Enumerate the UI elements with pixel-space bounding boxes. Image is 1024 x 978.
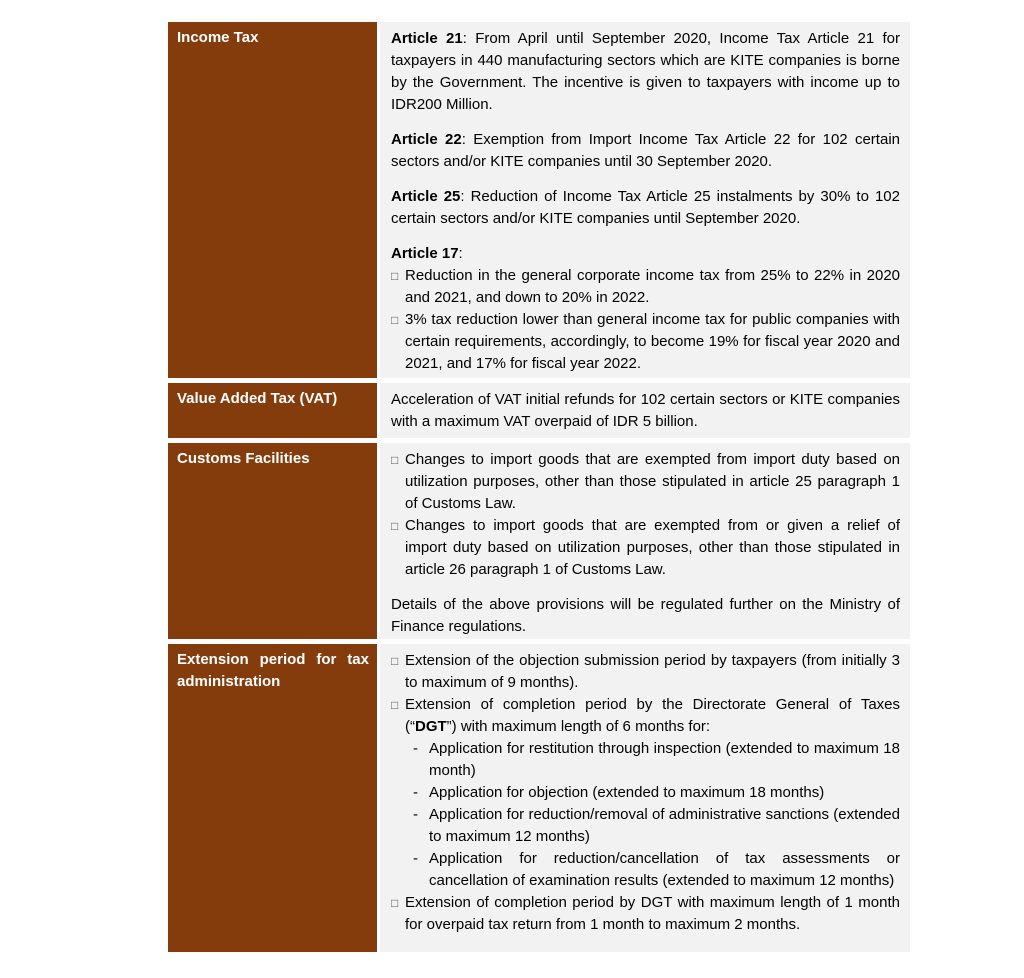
dash-bullet: - [413, 784, 418, 801]
article-22-text: : Exemption from Import Income Tax Article 22 for 102 certain sectors and/or KITE companies until 30 September 2020. [391, 131, 900, 170]
article-25-title: Article 25 [391, 188, 461, 205]
list-item [391, 892, 900, 936]
bullet-text: Extension of the objection submission period by taxpayers (from initially 3 to maximum of 9 months). [405, 652, 900, 691]
bullet-text: Changes to import goods that are exempted from or given a relief of import duty based on utilization purposes, other than those stipulated in article 26 paragraph 1 of Customs Law. [405, 517, 900, 578]
sub-item-text: Application for reduction/cancellation of tax assessments or cancellation of examination results (extended to maximum 12 months) [429, 850, 900, 889]
dash-bullet: - [413, 806, 418, 823]
table-row-customs [168, 443, 910, 639]
checkbox-bullet-icon [391, 515, 405, 581]
list-item [391, 265, 900, 309]
sub-item-text: Application for restitution through inspection (extended to maximum 18 month) [429, 740, 900, 779]
bullet-text: Extension of completion period by DGT with maximum length of 1 month for overpaid tax return from 1 month to maximum 2 months. [405, 894, 900, 933]
row-label-vat: Value Added Tax (VAT) [168, 383, 377, 438]
table-row-vat [168, 383, 910, 438]
article-25-paragraph [391, 186, 900, 230]
incentives-table [168, 22, 910, 952]
article-21-text: : From April until September 2020, Income Tax Article 21 for taxpayers in 440 manufacturing sectors which are KITE companies is borne by the Government. The incentive is given to taxpayers with income up to IDR200 Million. [391, 30, 900, 113]
list-item [391, 650, 900, 694]
dgt-text-pre: Extension of completion period by the Directorate General of Taxes (“ [405, 696, 900, 735]
article-17-colon: : [458, 245, 463, 262]
checkbox-bullet-icon [391, 694, 405, 738]
article-25-text: : Reduction of Income Tax Article 25 instalments by 30% to 102 certain sectors and/or KITE companies until September 2020. [391, 188, 900, 227]
sub-list-item [391, 738, 900, 782]
list-item [391, 309, 900, 375]
checkbox-bullet-icon [391, 449, 405, 515]
row-content-extension [380, 644, 910, 952]
article-17-block [391, 243, 900, 375]
dgt-text-post: ”) with maximum length of 6 months for: [446, 718, 711, 735]
sub-item-text: Application for objection (extended to maximum 18 months) [429, 784, 825, 801]
sub-list-item [391, 782, 900, 804]
customs-note: Details of the above provisions will be regulated further on the Ministry of Finance regulations. [391, 596, 900, 635]
checkbox-bullet-icon [391, 650, 405, 694]
list-item [391, 515, 900, 581]
checkbox-bullet-icon [391, 892, 405, 936]
bullet-text: Changes to import goods that are exempted from import duty based on utilization purposes, other than those stipulated in article 25 paragraph 1 of Customs Law. [405, 451, 900, 512]
row-label-income-tax: Income Tax [168, 22, 377, 378]
list-item [391, 694, 900, 738]
bullet-text: Reduction in the general corporate income tax from 25% to 22% in 2020 and 2021, and down to 20% in 2022. [405, 267, 900, 306]
list-item [391, 449, 900, 515]
checkbox-bullet-icon [391, 265, 405, 309]
sub-list-item [391, 848, 900, 892]
article-17-heading [391, 243, 900, 265]
row-label-customs: Customs Facilities [168, 443, 377, 639]
table-row-income-tax [168, 22, 910, 378]
dash-bullet: - [413, 850, 418, 867]
sub-item-text: Application for reduction/removal of administrative sanctions (extended to maximum 12 months) [429, 806, 900, 845]
dash-bullet: - [413, 740, 418, 757]
vat-text: Acceleration of VAT initial refunds for 102 certain sectors or KITE companies with a maximum VAT overpaid of IDR 5 billion. [391, 391, 900, 430]
article-17-title: Article 17 [391, 245, 459, 262]
sub-list-item [391, 804, 900, 848]
row-content-vat [380, 383, 910, 438]
checkbox-bullet-icon [391, 309, 405, 375]
row-content-customs [380, 443, 910, 639]
bullet-text-dgt [405, 694, 900, 738]
row-content-income-tax [380, 22, 910, 378]
dgt-abbrev: DGT [415, 718, 447, 735]
article-21-paragraph [391, 28, 900, 116]
table-row-extension [168, 644, 910, 952]
row-label-extension: Extension period for tax administration [168, 644, 377, 952]
article-21-title: Article 21 [391, 30, 463, 47]
article-22-title: Article 22 [391, 131, 462, 148]
article-22-paragraph [391, 129, 900, 173]
bullet-text: 3% tax reduction lower than general income tax for public companies with certain requirements, accordingly, to become 19% for fiscal year 2020 and 2021, and 17% for fiscal year 2022. [405, 311, 900, 372]
